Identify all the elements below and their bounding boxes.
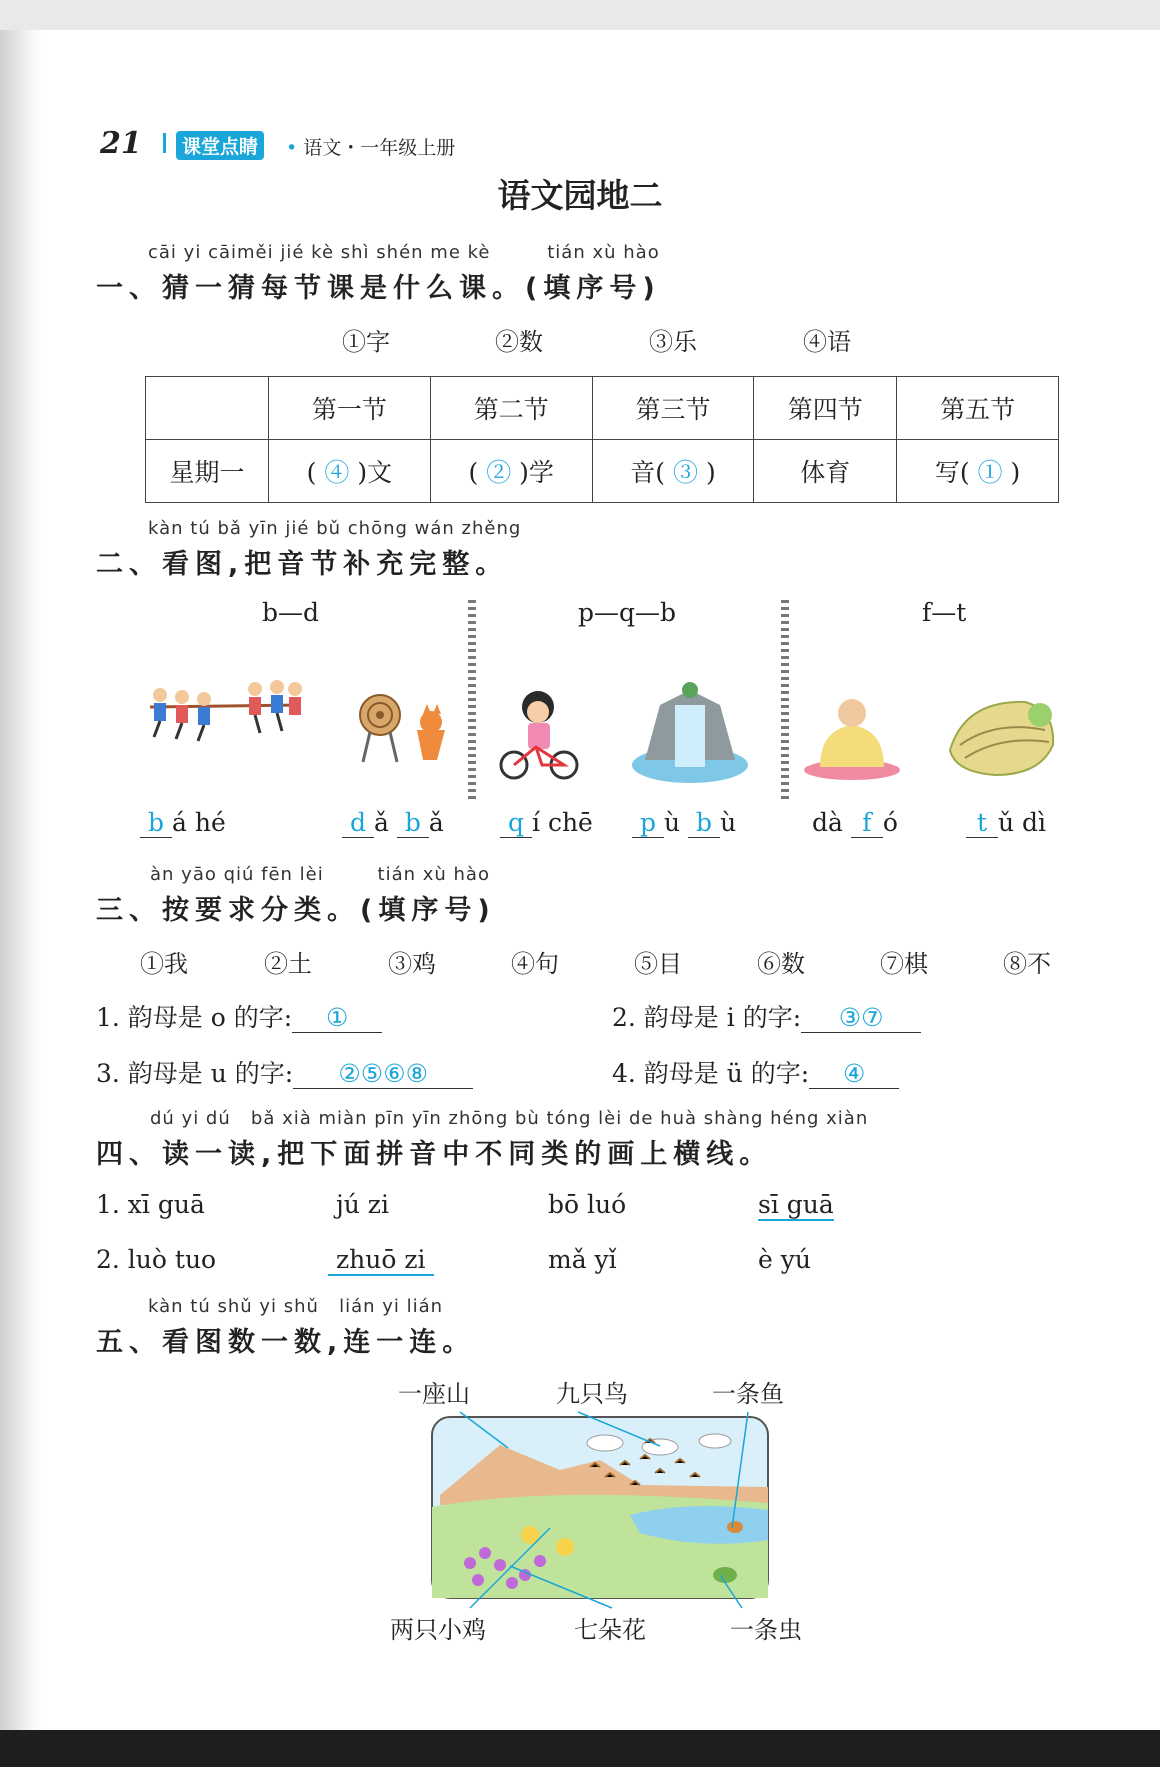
s2-item-2: d ǎ b ǎ — [342, 808, 444, 838]
connection-lines — [380, 1400, 800, 1640]
s2-heading: 二、看图,把音节补充完整。 — [96, 549, 509, 580]
label-mountain: 一座山 — [398, 1380, 470, 1408]
s5-heading: 五、看图数一数,连一连。 — [96, 1327, 476, 1358]
s1-option-3: ③乐 — [649, 328, 697, 356]
table-cell: 体育 — [754, 440, 897, 503]
schedule-table — [145, 376, 1059, 503]
table-header-cell: 第二节 — [430, 377, 592, 440]
s4-r2-word-underlined: zhuō zi — [328, 1245, 434, 1276]
table-header-cell — [146, 377, 269, 440]
row-label: 星期一 — [146, 440, 269, 503]
table-row — [146, 440, 1059, 503]
s3-char: ⑧不 — [1003, 950, 1051, 978]
table-header-cell: 第一节 — [269, 377, 431, 440]
table-header-cell: 第四节 — [754, 377, 897, 440]
label-flowers: 七朵花 — [574, 1616, 646, 1644]
s2-item-5: dà f ó — [812, 808, 898, 837]
s3-char: ④句 — [511, 950, 559, 978]
s3-char: ⑦棋 — [880, 950, 928, 978]
s3-char: ⑤目 — [634, 950, 682, 978]
s4-r1-word: 1. xī guā — [96, 1190, 205, 1219]
s1-heading: 一、猜一猜每节课是什么课。(填序号) — [96, 273, 661, 304]
page-number: 21 — [100, 126, 142, 161]
label-bug: 一条虫 — [730, 1616, 802, 1644]
s1-option-4: ④语 — [803, 328, 851, 356]
s1-pinyin: cāi yi cāiměi jié kè shì shén me kè tián xù hào — [148, 242, 660, 263]
label-fish: 一条鱼 — [712, 1380, 784, 1408]
header-subtitle: • 语文・一年级上册 — [286, 137, 456, 159]
table-cell: 音( ③ ) — [592, 440, 754, 503]
field-land-image — [945, 690, 1060, 780]
workbook-page — [0, 30, 1160, 1730]
s1-option-1: ①字 — [342, 328, 390, 356]
header-badge: 课堂点睛 — [176, 131, 264, 160]
screen-bottom-bar — [0, 1730, 1160, 1767]
s2-item-6: t ǔ dì — [966, 808, 1046, 838]
girl-riding-bike-image — [498, 685, 588, 785]
s2-group-1: b—d — [262, 598, 320, 627]
s2-item-3: q í chē — [500, 808, 593, 838]
s2-group-2: p—q—b — [578, 598, 677, 627]
s3-char: ②土 — [264, 950, 312, 978]
s4-r1-word: bō luó — [548, 1190, 627, 1219]
tug-of-war-image — [140, 665, 310, 750]
s3-question-1: 1. 韵母是 o 的字: ① — [96, 998, 382, 1034]
table-cell: ( ② )学 — [430, 440, 592, 503]
s4-r2-word: 2. luò tuo — [96, 1245, 217, 1274]
s3-char: ③鸡 — [388, 950, 436, 978]
s4-r2-word: è yú — [758, 1245, 811, 1274]
s2-item-1: b á hé — [140, 808, 226, 838]
s1-option-2: ②数 — [495, 328, 543, 356]
s4-r1-word: jú zi — [336, 1190, 389, 1219]
dotted-divider — [781, 600, 789, 800]
s3-question-4: 4. 韵母是 ü 的字: ④ — [612, 1054, 899, 1090]
page-title: 语文园地二 — [497, 176, 663, 215]
s4-r2-word: mǎ yǐ — [548, 1245, 617, 1274]
s2-item-4: p ù b ù — [632, 808, 736, 838]
table-cell: 写( ① ) — [897, 440, 1059, 503]
s4-r1-word-underlined: sī guā — [758, 1190, 834, 1219]
fox-archery-image — [355, 690, 455, 775]
s4-heading: 四、读一读,把下面拼音中不同类的画上横线。 — [96, 1139, 773, 1170]
s2-pinyin: kàn tú bǎ yīn jié bǔ chōng wán zhěng — [148, 518, 522, 539]
table-cell: ( ④ )文 — [269, 440, 431, 503]
s3-char: ①我 — [140, 950, 188, 978]
label-chicks: 两只小鸡 — [390, 1616, 486, 1644]
table-header-cell: 第五节 — [897, 377, 1059, 440]
s2-group-3: f—t — [922, 598, 967, 627]
page-binding-shadow — [0, 30, 42, 1730]
header-divider — [163, 133, 166, 153]
s3-heading: 三、按要求分类。(填序号) — [96, 895, 496, 926]
s3-char: ⑥数 — [757, 950, 805, 978]
waterfall-image — [630, 680, 750, 785]
s3-question-2: 2. 韵母是 i 的字: ③⑦ — [612, 998, 921, 1034]
buddha-image — [800, 685, 905, 785]
s3-question-3: 3. 韵母是 u 的字: ②⑤⑥⑧ — [96, 1054, 473, 1090]
dotted-divider — [468, 600, 476, 800]
s4-pinyin: dú yi dú bǎ xià miàn pīn yīn zhōng bù tóng lèi de huà shàng héng xiàn — [150, 1108, 869, 1129]
table-header-row — [146, 377, 1059, 440]
s3-pinyin: àn yāo qiú fēn lèi tián xù hào — [150, 864, 490, 885]
s5-pinyin: kàn tú shǔ yi shǔ lián yi lián — [148, 1296, 444, 1317]
label-birds: 九只鸟 — [556, 1380, 628, 1408]
table-header-cell: 第三节 — [592, 377, 754, 440]
